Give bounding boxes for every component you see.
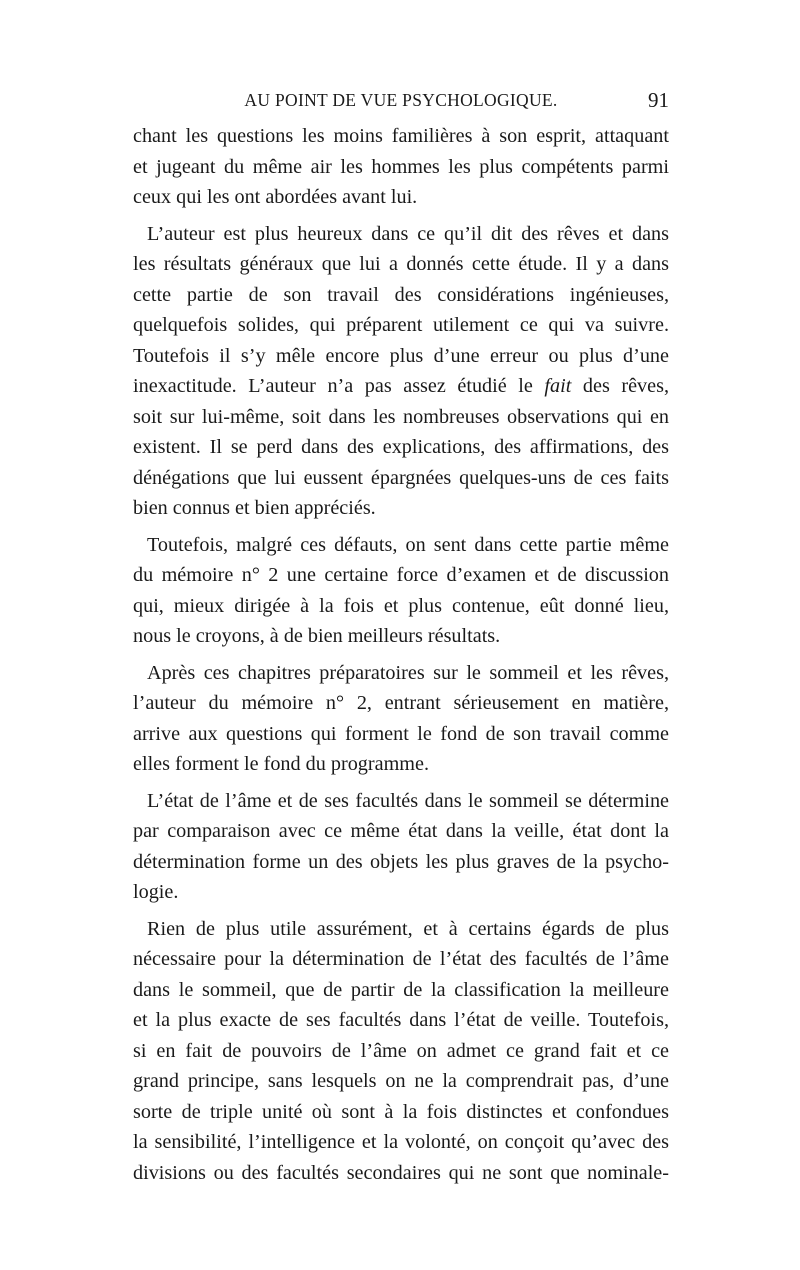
- text-line: soit sur lui-même, soit dans les nombreuses observations qui en: [133, 405, 669, 428]
- text-line: du mémoire n° 2 une certaine force d’examen et de discussion: [133, 564, 669, 586]
- text-line: ceux qui les ont abordées avant lui.: [133, 186, 418, 208]
- text-line: nous le croyons, à de bien meilleurs résultats.: [133, 625, 501, 647]
- text-span: inexactitude. L’auteur n’a pas assez étudié le: [133, 375, 533, 397]
- text-line: elles forment le fond du programme.: [133, 753, 429, 775]
- text-span: des rêves,: [582, 375, 669, 397]
- text-line: les résultats généraux que lui a donnés cette étude. Il y a dans: [133, 253, 669, 275]
- text-line: nécessaire pour la détermination de l’état des facultés de l’âme: [133, 948, 669, 970]
- text-line: qui, mieux dirigée à la fois et plus contenue, eût donné lieu,: [133, 594, 669, 617]
- text-line: L’état de l’âme et de ses facultés dans le sommeil se détermine: [147, 789, 669, 812]
- text-line: et jugeant du même air les hommes les plus compétents parmi: [133, 155, 669, 178]
- text-line: par comparaison avec ce même état dans la veille, état dont la: [133, 820, 669, 842]
- text-line: chant les questions les moins familières à son esprit, attaquant: [133, 125, 669, 147]
- italic-word: fait: [544, 375, 572, 397]
- text-line: quelquefois solides, qui préparent utilement ce qui va suivre.: [133, 314, 669, 336]
- text-line: bien connus et bien appréciés.: [133, 497, 376, 519]
- running-title: AU POINT DE VUE PSYCHOLOGIQUE.: [244, 90, 558, 110]
- text-line: Toutefois il s’y mêle encore plus d’une erreur ou plus d’une: [133, 344, 669, 367]
- text-line: [133, 371, 669, 402]
- text-line: L’auteur est plus heureux dans ce qu’il dit des rêves et dans: [147, 222, 669, 245]
- text-line: détermination forme un des objets les plus graves de la psycho-: [133, 850, 669, 873]
- text-line: la sensibilité, l’intelligence et la volonté, on conçoit qu’avec des: [133, 1131, 669, 1153]
- running-head: [133, 88, 669, 114]
- text-line: arrive aux questions qui forment le fond de son travail comme: [133, 722, 669, 745]
- text-line: l’auteur du mémoire n° 2, entrant sérieusement en matière,: [133, 692, 669, 714]
- text-line: si en fait de pouvoirs de l’âme on admet ce grand fait et ce: [133, 1039, 669, 1062]
- text-line: Rien de plus utile assurément, et à certains égards de plus: [147, 917, 669, 940]
- text-line: divisions ou des facultés secondaires qui ne sont que nominale-: [133, 1161, 669, 1184]
- text-line: sorte de triple unité où sont à la fois distinctes et confondues: [133, 1100, 669, 1123]
- text-line: Toutefois, malgré ces défauts, on sent dans cette partie même: [147, 533, 669, 556]
- text-line: logie.: [133, 881, 179, 903]
- text-line: grand principe, sans lesquels on ne la comprendrait pas, d’une: [133, 1070, 669, 1092]
- page-number: 91: [648, 88, 669, 112]
- body-text: [133, 121, 669, 1188]
- text-line: et la plus exacte de ses facultés dans l’état de veille. Toutefois,: [133, 1009, 669, 1031]
- text-line: cette partie de son travail des considérations ingénieuses,: [133, 283, 669, 306]
- text-line: existent. Il se perd dans des explications, des affirmations, des: [133, 436, 669, 458]
- text-line: dénégations que lui eussent épargnées quelques-uns de ces faits: [133, 466, 669, 489]
- text-line: Après ces chapitres préparatoires sur le sommeil et les rêves,: [147, 661, 669, 684]
- text-line: dans le sommeil, que de partir de la classification la meilleure: [133, 978, 669, 1001]
